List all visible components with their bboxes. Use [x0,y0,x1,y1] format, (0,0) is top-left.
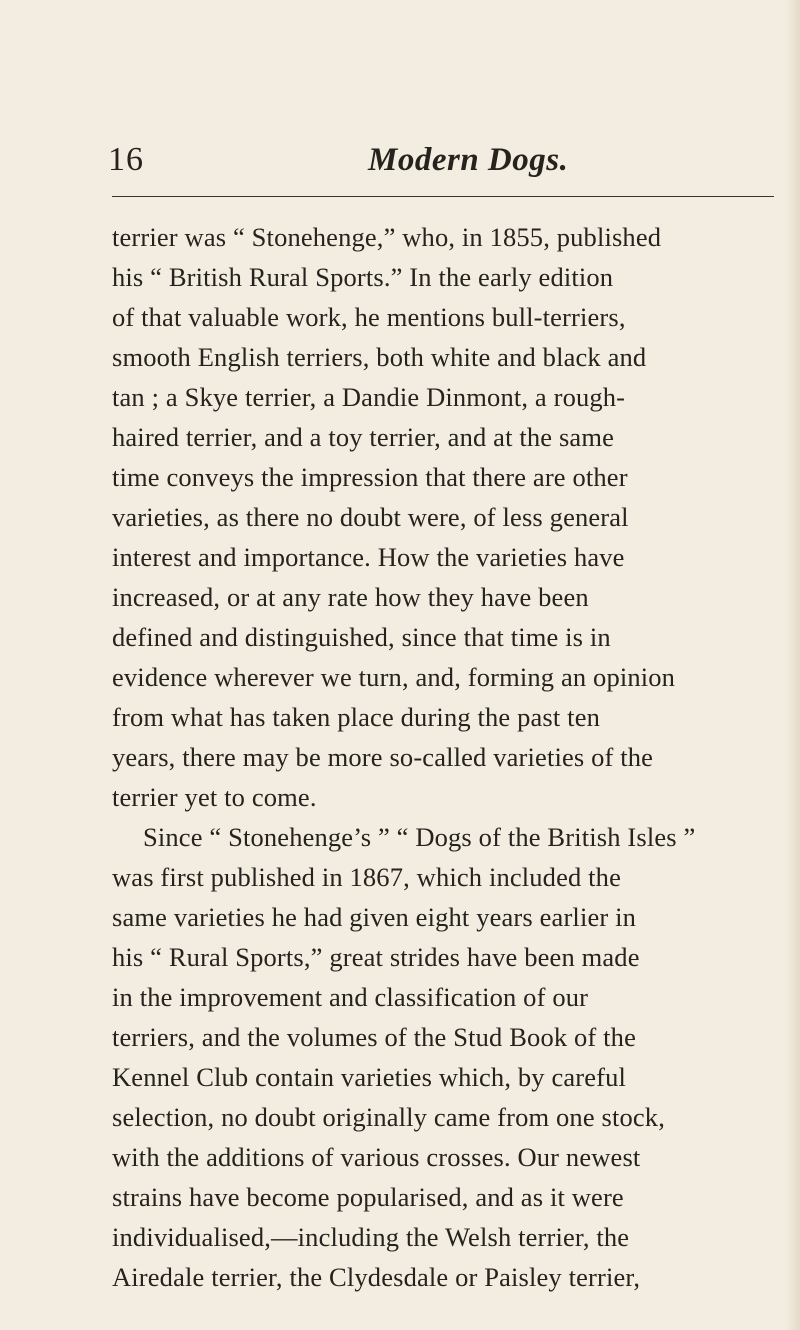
text-line: increased, or at any rate how they have been [112,582,589,612]
text-line: haired terrier, and a toy terrier, and at the same [112,422,615,452]
text-line: selection, no doubt originally came from one stock, [112,1102,665,1132]
text-line: with the additions of various crosses. Our newest [112,1142,641,1172]
text-line: individualised,—including the Welsh terrier, the [112,1222,630,1252]
text-line: terriers, and the volumes of the Stud Book of the [112,1022,636,1052]
paragraph-first-line: Since “ Stonehenge’s ” “ Dogs of the British Isles ” [143,822,696,852]
running-title: Modern Dogs. [368,142,569,178]
text-line: same varieties he had given eight years earlier in [112,902,637,932]
text-line: of that valuable work, he mentions bull-terriers, [112,302,626,332]
text-line: terrier was “ Stonehenge,” who, in 1855, published [112,222,662,252]
text-line: his “ Rural Sports,” great strides have been made [112,942,640,972]
text-line: strains have become popularised, and as it were [112,1182,624,1212]
text-line: was first published in 1867, which included the [112,862,621,892]
text-line: his “ British Rural Sports.” In the early edition [112,262,614,292]
text-line: interest and importance. How the varieties have [112,542,625,572]
text-line: tan ; a Skye terrier, a Dandie Dinmont, a rough- [112,382,626,412]
text-line: evidence wherever we turn, and, forming an opinion [112,662,676,692]
text-line: terrier yet to come. [112,782,317,812]
text-line: Kennel Club contain varieties which, by careful [112,1062,627,1092]
page-header [108,140,800,184]
text-line: Airedale terrier, the Clydesdale or Paisley terrier, [112,1262,641,1292]
text-line: in the improvement and classification of our [112,982,589,1012]
body-text [112,217,792,1297]
text-line: smooth English terriers, both white and black and [112,342,647,372]
header-rule [112,196,774,197]
page-number: 16 [108,141,144,178]
text-line: from what has taken place during the past ten [112,702,601,732]
text-line: years, there may be more so-called varieties of the [112,742,654,772]
text-line: time conveys the impression that there are other [112,462,628,492]
text-line: varieties, as there no doubt were, of less general [112,502,629,532]
text-line: defined and distinguished, since that time is in [112,622,611,652]
